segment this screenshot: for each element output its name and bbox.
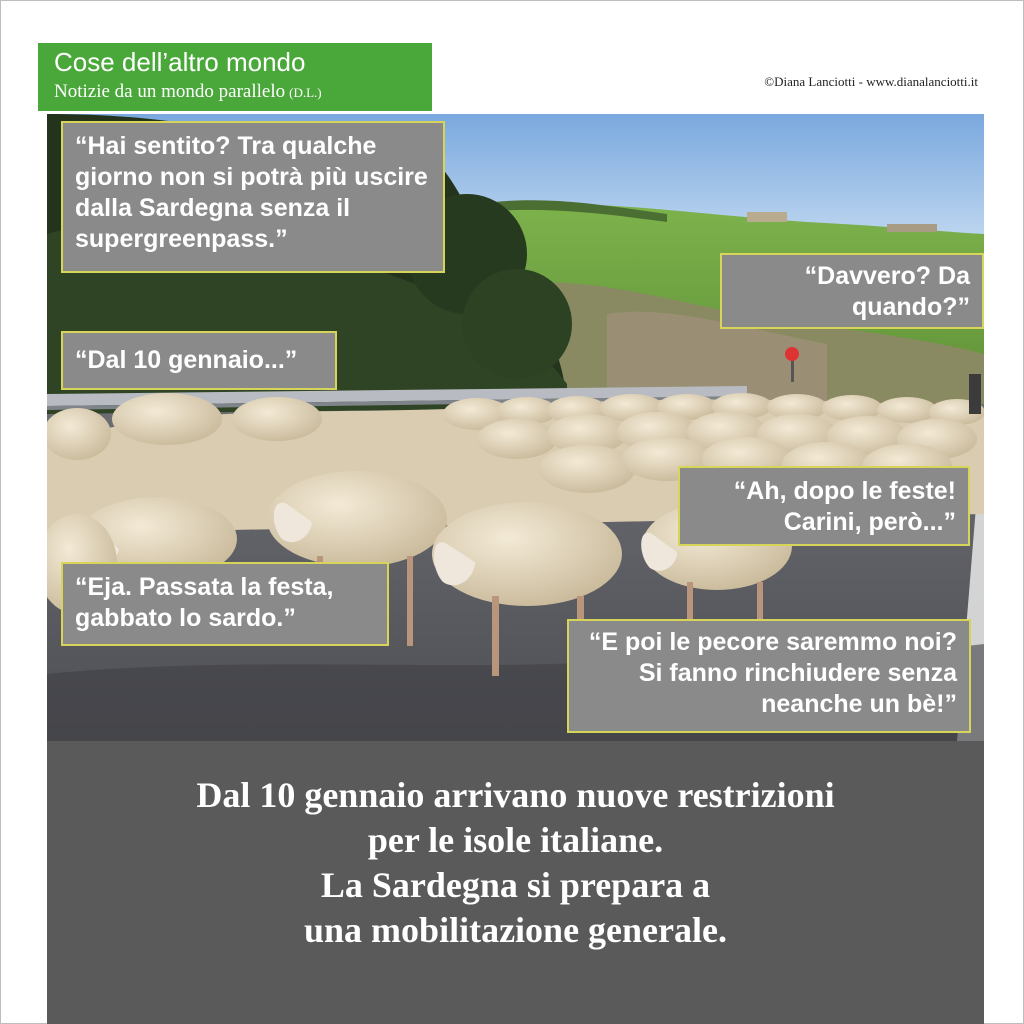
speech-bubble-5: “Eja. Passata la festa, gabbato lo sardo.” bbox=[61, 562, 389, 646]
speech-bubble-3: “Dal 10 gennaio...” bbox=[61, 331, 337, 390]
copyright-credit: ©Diana Lanciotti - www.dianalanciotti.it bbox=[764, 74, 978, 89]
caption-line-3: La Sardegna si prepara a bbox=[320, 865, 711, 905]
series-title: Cose dell’altro mondo bbox=[54, 47, 306, 77]
series-initials: (D.L.) bbox=[289, 85, 322, 100]
series-subtitle bbox=[54, 81, 322, 104]
caption-panel bbox=[47, 741, 984, 1024]
caption-line-4: una mobilitazione generale. bbox=[304, 910, 727, 950]
series-badge bbox=[38, 43, 432, 111]
caption-text bbox=[47, 773, 984, 953]
speech-bubble-6: “E poi le pecore saremmo noi? Si fanno rinchiudere senza neanche un bè!” bbox=[567, 619, 971, 733]
caption-line-1: Dal 10 gennaio arrivano nuove restrizioni bbox=[196, 775, 835, 815]
speech-bubble-2: “Davvero? Da quando?” bbox=[720, 253, 984, 329]
speech-bubble-4: “Ah, dopo le feste! Carini, però...” bbox=[678, 466, 970, 546]
speech-bubble-1: “Hai sentito? Tra qualche giorno non si potrà più uscire dalla Sardegna senza il supergreenpass.” bbox=[61, 121, 445, 273]
caption-line-2: per le isole italiane. bbox=[367, 820, 664, 860]
series-subtitle-text: Notizie da un mondo parallelo bbox=[54, 81, 286, 102]
